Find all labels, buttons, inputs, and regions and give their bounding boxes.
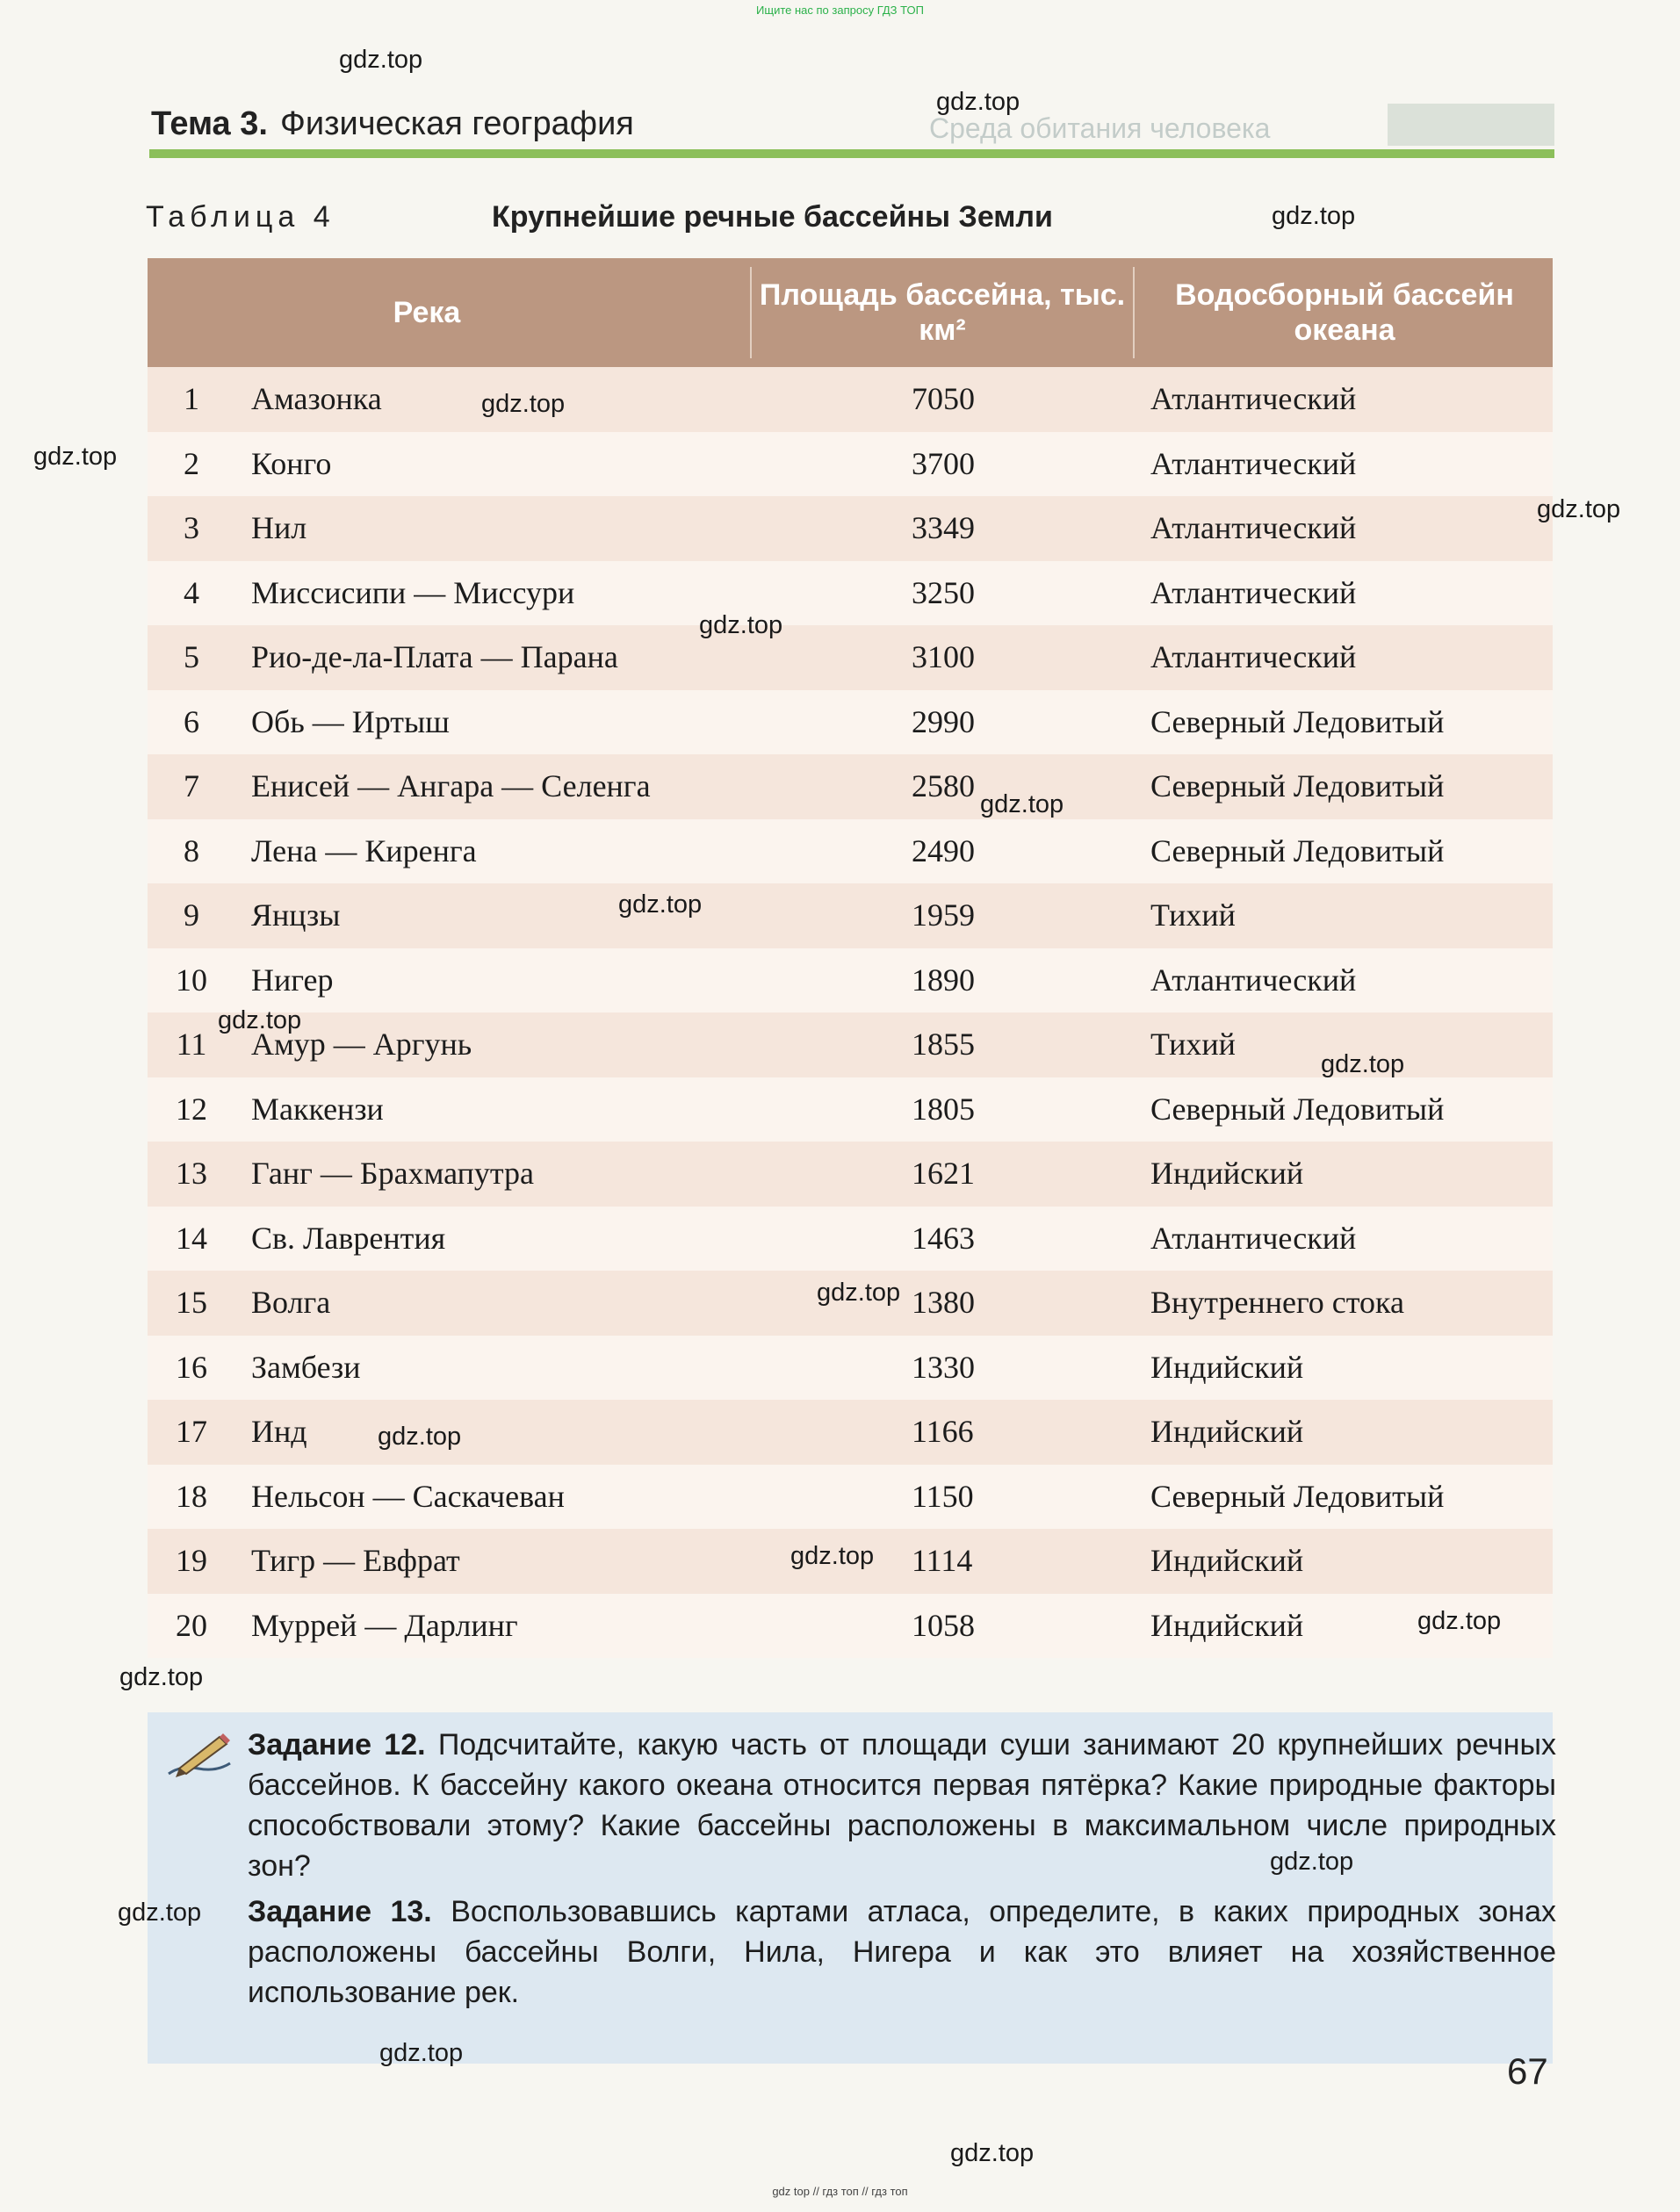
river-name: Волга (251, 1285, 331, 1320)
watermark: gdz.top (699, 611, 783, 639)
row-number: 1 (184, 381, 199, 416)
ocean-basin: Индийский (1150, 1543, 1304, 1578)
river-name: Енисей — Ангара — Селенга (251, 768, 651, 803)
row-number: 13 (176, 1156, 207, 1191)
river-name: Конго (251, 445, 332, 481)
river-name: Тигр — Евфрат (251, 1543, 460, 1578)
row-number: 3 (184, 510, 199, 545)
river-name: Замбези (251, 1349, 361, 1385)
ocean-basin: Атлантический (1150, 445, 1357, 481)
ocean-basin: Индийский (1150, 1607, 1304, 1643)
page-header (151, 105, 634, 143)
row-number: 20 (176, 1607, 207, 1643)
river-name: Нил (251, 510, 307, 545)
table-row (148, 948, 1553, 1013)
river-name: Рио-де-ла-Плата — Парана (251, 639, 618, 674)
table-title: Крупнейшие речные бассейны Земли (492, 200, 1053, 234)
row-number: 17 (176, 1414, 207, 1449)
table-caption: Таблица 4 (146, 200, 335, 234)
task-13 (248, 1891, 1556, 2013)
basin-area: 1330 (912, 1349, 975, 1385)
watermark: gdz.top (33, 443, 118, 471)
row-number: 9 (184, 897, 199, 933)
watermark: gdz.top (1321, 1050, 1405, 1078)
row-number: 2 (184, 445, 199, 481)
watermark: gdz.top (1270, 1848, 1354, 1876)
row-number: 4 (184, 574, 199, 610)
river-basins-table (148, 258, 1553, 1658)
watermark: gdz.top (339, 46, 423, 74)
river-name: Янцзы (251, 897, 341, 933)
basin-area: 1166 (912, 1414, 974, 1449)
ocean-basin: Северный Ледовитый (1150, 1478, 1445, 1514)
table-row (148, 819, 1553, 884)
row-number: 18 (176, 1478, 207, 1514)
section-tab (1388, 104, 1554, 146)
table-row (148, 1400, 1553, 1465)
ocean-basin: Атлантический (1150, 639, 1357, 674)
row-number: 11 (176, 1027, 207, 1062)
basin-area: 1114 (912, 1543, 973, 1578)
table-header (148, 258, 1553, 367)
table-row (148, 883, 1553, 948)
row-number: 7 (184, 768, 199, 803)
page-number: 67 (1507, 2050, 1548, 2092)
watermark: gdz.top (218, 1006, 302, 1034)
watermark: gdz.top (118, 1899, 202, 1927)
watermark: gdz.top (379, 2039, 464, 2067)
row-number: 10 (176, 962, 207, 998)
task-13-label: Задание 13. (248, 1895, 432, 1928)
ocean-basin: Тихий (1150, 897, 1236, 933)
bleed-through-heading: Среда обитания человека (929, 112, 1271, 144)
ocean-basin: Внутреннего стока (1150, 1285, 1404, 1320)
row-number: 14 (176, 1220, 207, 1256)
table-row (148, 561, 1553, 626)
theme-title: Физическая география (279, 105, 634, 142)
row-number: 16 (176, 1349, 207, 1385)
ocean-basin: Атлантический (1150, 574, 1357, 610)
basin-area: 3349 (912, 510, 975, 545)
theme-label: Тема 3. (151, 105, 268, 142)
basin-area: 1380 (912, 1285, 975, 1320)
table-row (148, 1594, 1553, 1659)
column-separator (750, 267, 752, 358)
ocean-basin: Атлантический (1150, 1220, 1357, 1256)
ocean-basin: Тихий (1150, 1027, 1236, 1062)
basin-area: 1890 (912, 962, 975, 998)
river-name: Амур — Аргунь (251, 1027, 472, 1062)
table-row (148, 690, 1553, 755)
task-12 (248, 1725, 1556, 1886)
watermark: gdz.top (1537, 495, 1621, 523)
watermark: gdz.top (936, 88, 1020, 116)
column-header-river: Река (393, 296, 461, 329)
basin-area: 2580 (912, 768, 975, 803)
river-name: Ганг — Брахмапутра (251, 1156, 535, 1191)
basin-area: 1855 (912, 1027, 975, 1062)
watermark: gdz.top (1272, 202, 1356, 230)
table-row (148, 754, 1553, 819)
river-name: Нигер (251, 962, 334, 998)
top-note: Ищите нас по запросу ГДЗ ТОП (756, 4, 924, 17)
bottom-note: gdz top // гдз топ // гдз топ (772, 2185, 908, 2198)
watermark: gdz.top (378, 1423, 462, 1451)
river-name: Муррей — Дарлинг (251, 1607, 518, 1643)
task-12-text: Подсчитайте, какую часть от площади суши занимают 20 крупнейших речных бассейнов. К бассейну какого океана относится первая пятёрка? Какие природные факторы способствовали этому? Какие бассейны расположены в максимальном числе природных зон? (248, 1728, 1556, 1883)
ocean-basin: Северный Ледовитый (1150, 768, 1445, 803)
basin-area: 2990 (912, 703, 975, 739)
ocean-basin: Атлантический (1150, 381, 1357, 416)
basin-area: 1805 (912, 1091, 975, 1127)
river-name: Нельсон — Саскачеван (251, 1478, 565, 1514)
column-header-area: Площадь бассейна, тыс. км² (759, 278, 1126, 347)
river-name: Амазонка (251, 381, 382, 416)
table-row (148, 367, 1553, 432)
table-row (148, 1465, 1553, 1530)
row-number: 5 (184, 639, 199, 674)
river-name: Инд (251, 1414, 307, 1449)
ocean-basin: Индийский (1150, 1414, 1304, 1449)
pencil-icon (163, 1730, 235, 1783)
river-name: Обь — Иртыш (251, 703, 450, 739)
row-number: 8 (184, 832, 199, 868)
watermark: gdz.top (980, 790, 1064, 818)
table-row (148, 1336, 1553, 1401)
ocean-basin: Северный Ледовитый (1150, 703, 1445, 739)
column-header-ocean: Водосборный бассейн океана (1175, 278, 1514, 347)
task-13-text: Воспользовавшись картами атласа, определите, в каких природных зонах расположены бассейны Волги, Нила, Нигера и как это влияет на хозяйственное использование рек. (248, 1895, 1556, 2009)
basin-area: 3100 (912, 639, 975, 674)
watermark: gdz.top (817, 1279, 901, 1307)
table-row (148, 1142, 1553, 1207)
watermark: gdz.top (950, 2139, 1035, 2167)
table-row (148, 432, 1553, 497)
watermark: gdz.top (119, 1663, 204, 1691)
basin-area: 1463 (912, 1220, 975, 1256)
basin-area: 1621 (912, 1156, 975, 1191)
row-number: 19 (176, 1543, 207, 1578)
header-divider (149, 149, 1554, 158)
basin-area: 1959 (912, 897, 975, 933)
basin-area: 1058 (912, 1607, 975, 1643)
ocean-basin: Атлантический (1150, 510, 1357, 545)
ocean-basin: Северный Ледовитый (1150, 1091, 1445, 1127)
row-number: 12 (176, 1091, 207, 1127)
river-name: Маккензи (251, 1091, 384, 1127)
river-name: Св. Лаврентия (251, 1220, 446, 1256)
column-separator (1133, 267, 1135, 358)
ocean-basin: Индийский (1150, 1349, 1304, 1385)
task-12-label: Задание 12. (248, 1728, 426, 1762)
table-row (148, 625, 1553, 690)
table-row (148, 496, 1553, 561)
basin-area: 3250 (912, 574, 975, 610)
ocean-basin: Атлантический (1150, 962, 1357, 998)
table-body (148, 367, 1553, 1658)
basin-area: 7050 (912, 381, 975, 416)
row-number: 15 (176, 1285, 207, 1320)
row-number: 6 (184, 703, 199, 739)
basin-area: 3700 (912, 445, 975, 481)
basin-area: 1150 (912, 1478, 974, 1514)
table-row (148, 1077, 1553, 1142)
watermark: gdz.top (618, 890, 703, 919)
watermark: gdz.top (481, 390, 566, 418)
table-row (148, 1207, 1553, 1272)
ocean-basin: Индийский (1150, 1156, 1304, 1191)
watermark: gdz.top (1417, 1607, 1502, 1635)
watermark: gdz.top (790, 1542, 875, 1570)
basin-area: 2490 (912, 832, 975, 868)
river-name: Миссисипи — Миссури (251, 574, 575, 610)
river-name: Лена — Киренга (251, 832, 477, 868)
ocean-basin: Северный Ледовитый (1150, 832, 1445, 868)
